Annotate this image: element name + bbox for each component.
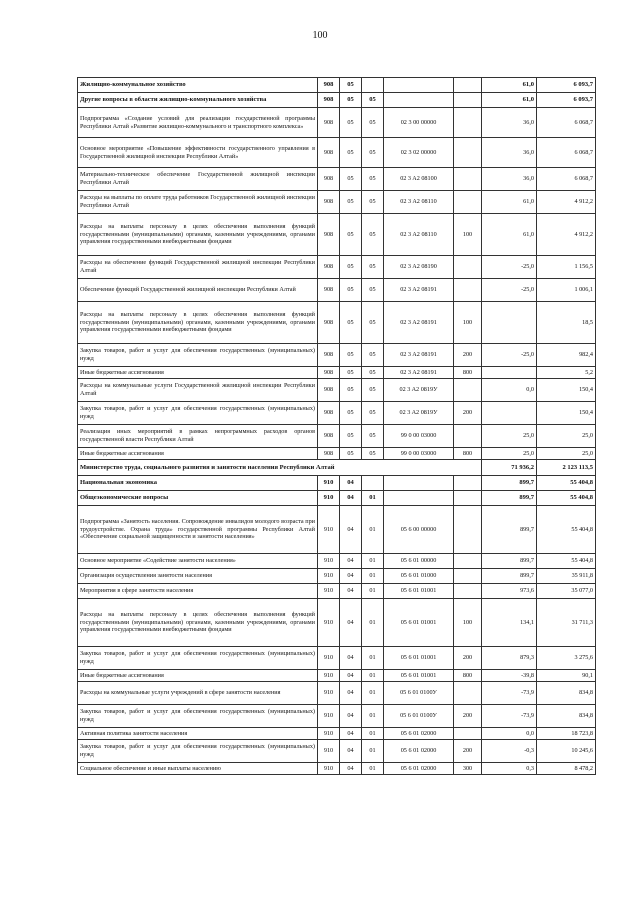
row-target-article: 02 3 A2 08110 <box>384 214 454 256</box>
row-ministry-code: 908 <box>318 138 340 168</box>
row-section: 04 <box>340 599 362 647</box>
row-total: 4 912,2 <box>537 214 596 256</box>
row-ministry-code: 910 <box>318 705 340 728</box>
row-change: -25,0 <box>482 344 537 367</box>
row-ministry-code: 908 <box>318 302 340 344</box>
table-row <box>78 763 596 775</box>
row-change: 61,0 <box>482 191 537 214</box>
row-ministry-code: 908 <box>318 168 340 191</box>
row-subsection <box>362 476 384 491</box>
row-target-article: 05 6 00 00000 <box>384 506 454 554</box>
row-target-article: 02 3 A2 08191 <box>384 279 454 302</box>
row-subsection: 01 <box>362 569 384 584</box>
row-expense-type: 200 <box>454 647 482 670</box>
table-row <box>78 93 596 108</box>
row-ministry-code: 910 <box>318 763 340 775</box>
table-row <box>78 740 596 763</box>
table-row <box>78 214 596 256</box>
row-target-article <box>384 491 454 506</box>
row-change: 973,6 <box>482 584 537 599</box>
row-expense-type: 200 <box>454 705 482 728</box>
row-section: 05 <box>340 191 362 214</box>
row-target-article: 02 3 A2 0819У <box>384 379 454 402</box>
row-section: 05 <box>340 168 362 191</box>
row-expense-type: 200 <box>454 344 482 367</box>
row-ministry-code: 910 <box>318 682 340 705</box>
row-name: Расходы на коммунальные услуги учреждений в сфере занятости населения <box>78 682 318 705</box>
table-row <box>78 78 596 93</box>
row-change <box>482 402 537 425</box>
row-section: 05 <box>340 214 362 256</box>
row-total: 1 006,1 <box>537 279 596 302</box>
row-expense-type: 800 <box>454 670 482 682</box>
row-total: 834,8 <box>537 705 596 728</box>
row-target-article: 02 3 A2 08191 <box>384 302 454 344</box>
row-subsection: 01 <box>362 763 384 775</box>
page-number: 100 <box>312 30 328 41</box>
table-row <box>78 460 596 476</box>
row-ministry-code: 908 <box>318 402 340 425</box>
row-ministry-code: 910 <box>318 670 340 682</box>
row-target-article: 05 6 01 02000 <box>384 728 454 740</box>
table-row <box>78 554 596 569</box>
row-name: Активная политика занятости населения <box>78 728 318 740</box>
row-target-article: 05 6 01 02000 <box>384 763 454 775</box>
row-ministry-code: 908 <box>318 191 340 214</box>
row-ministry-code: 908 <box>318 78 340 93</box>
row-expense-type <box>454 569 482 584</box>
row-name: Реализация иных мероприятий в рамках непрограммных расходов органов государственной власти Республики Алтай <box>78 425 318 448</box>
row-section: 05 <box>340 379 362 402</box>
row-expense-type: 300 <box>454 763 482 775</box>
row-total: 18,5 <box>537 302 596 344</box>
row-change: 899,7 <box>482 569 537 584</box>
row-total: 5,2 <box>537 367 596 379</box>
row-total: 1 156,5 <box>537 256 596 279</box>
row-ministry-code: 910 <box>318 506 340 554</box>
row-name: Жилищно-коммунальное хозяйство <box>78 78 318 93</box>
row-target-article <box>384 93 454 108</box>
row-change: 0,0 <box>482 379 537 402</box>
row-change: -73,9 <box>482 705 537 728</box>
row-section: 04 <box>340 763 362 775</box>
row-expense-type <box>454 93 482 108</box>
row-total: 35 077,0 <box>537 584 596 599</box>
row-ministry-code: 910 <box>318 647 340 670</box>
row-name: Расходы на коммунальные услуги Государственной жилищной инспекции Республики Алтай <box>78 379 318 402</box>
row-target-article: 02 3 A2 0819У <box>384 402 454 425</box>
row-section: 05 <box>340 78 362 93</box>
row-expense-type <box>454 279 482 302</box>
row-subsection: 01 <box>362 728 384 740</box>
row-section: 05 <box>340 402 362 425</box>
row-ministry-code: 908 <box>318 279 340 302</box>
row-name: Расходы на выплаты по оплате труда работников Государственной жилищной инспекции Республики Алтай <box>78 191 318 214</box>
table-row <box>78 168 596 191</box>
table-row <box>78 302 596 344</box>
row-ministry-code: 908 <box>318 379 340 402</box>
row-total: 55 404,8 <box>537 491 596 506</box>
row-total: 150,4 <box>537 379 596 402</box>
row-change: 879,3 <box>482 647 537 670</box>
row-expense-type <box>454 138 482 168</box>
row-ministry-code: 908 <box>318 108 340 138</box>
budget-table-body <box>78 78 596 775</box>
row-change: 36,0 <box>482 108 537 138</box>
row-total: 150,4 <box>537 402 596 425</box>
row-subsection: 01 <box>362 647 384 670</box>
row-target-article: 99 0 00 03000 <box>384 425 454 448</box>
row-subsection: 05 <box>362 108 384 138</box>
row-expense-type: 800 <box>454 448 482 460</box>
row-expense-type <box>454 379 482 402</box>
row-total: 6 093,7 <box>537 78 596 93</box>
row-change: 0,0 <box>482 728 537 740</box>
table-row <box>78 402 596 425</box>
row-change: -25,0 <box>482 279 537 302</box>
row-change: 61,0 <box>482 93 537 108</box>
row-subsection: 05 <box>362 344 384 367</box>
row-change: -73,9 <box>482 682 537 705</box>
row-total: 25,0 <box>537 448 596 460</box>
row-expense-type <box>454 506 482 554</box>
row-subsection: 05 <box>362 168 384 191</box>
table-row <box>78 599 596 647</box>
row-ministry-code: 910 <box>318 476 340 491</box>
row-section: 04 <box>340 569 362 584</box>
table-row <box>78 425 596 448</box>
row-target-article <box>384 476 454 491</box>
table-row <box>78 108 596 138</box>
row-target-article: 05 6 01 01001 <box>384 670 454 682</box>
table-row <box>78 569 596 584</box>
row-change: -39,8 <box>482 670 537 682</box>
table-row <box>78 344 596 367</box>
row-expense-type: 100 <box>454 599 482 647</box>
row-name: Закупка товаров, работ и услуг для обеспечения государственных (муниципальных) нужд <box>78 344 318 367</box>
row-name: Иные бюджетные ассигнования <box>78 448 318 460</box>
row-subsection: 05 <box>362 402 384 425</box>
row-expense-type <box>454 168 482 191</box>
row-total: 90,1 <box>537 670 596 682</box>
row-ministry-code: 910 <box>318 740 340 763</box>
row-name: Министерство труда, социального развития и занятости населения Республики Алтай <box>78 460 482 476</box>
row-target-article <box>384 78 454 93</box>
row-total: 6 068,7 <box>537 108 596 138</box>
row-section: 04 <box>340 476 362 491</box>
row-name: Другие вопросы в области жилищно-коммунального хозяйства <box>78 93 318 108</box>
row-change: 36,0 <box>482 168 537 191</box>
row-expense-type <box>454 728 482 740</box>
row-section: 04 <box>340 584 362 599</box>
row-target-article: 02 3 00 00000 <box>384 108 454 138</box>
row-name: Мероприятия в сфере занятости населения <box>78 584 318 599</box>
row-expense-type <box>454 682 482 705</box>
row-change <box>482 302 537 344</box>
table-row <box>78 138 596 168</box>
row-change: 899,7 <box>482 476 537 491</box>
row-section: 04 <box>340 682 362 705</box>
row-expense-type <box>454 78 482 93</box>
row-target-article: 05 6 01 01001 <box>384 584 454 599</box>
row-expense-type: 200 <box>454 402 482 425</box>
row-target-article: 02 3 A2 08110 <box>384 191 454 214</box>
table-row <box>78 379 596 402</box>
row-ministry-code: 908 <box>318 93 340 108</box>
row-total: 6 068,7 <box>537 138 596 168</box>
row-ministry-code: 908 <box>318 256 340 279</box>
row-section: 05 <box>340 448 362 460</box>
row-change: 899,7 <box>482 491 537 506</box>
row-ministry-code: 908 <box>318 214 340 256</box>
row-target-article: 99 0 00 03000 <box>384 448 454 460</box>
row-name: Расходы на обеспечение функций Государственной жилищной инспекции Республики Алтай <box>78 256 318 279</box>
row-name: Закупка товаров, работ и услуг для обеспечения государственных (муниципальных) нужд <box>78 740 318 763</box>
row-name: Подпрограмма «Занятость населения. Сопровождение инвалидов молодого возраста при трудоустройстве. Охрана труда» государственной программы Республики Алтай «Обеспечение социальной защищенности и занятости населения» <box>78 506 318 554</box>
row-name: Расходы на выплаты персоналу в целях обеспечения выполнения функций государственными (муниципальными) органами, казенными учреждениями, органами управления государственными внебюджетными фондами <box>78 214 318 256</box>
row-target-article: 05 6 01 01000 <box>384 569 454 584</box>
row-total: 6 093,7 <box>537 93 596 108</box>
row-subsection: 01 <box>362 682 384 705</box>
row-section: 04 <box>340 670 362 682</box>
row-expense-type: 800 <box>454 367 482 379</box>
row-total: 55 404,8 <box>537 554 596 569</box>
table-row <box>78 647 596 670</box>
row-subsection: 05 <box>362 448 384 460</box>
row-name: Социальное обеспечение и иные выплаты населению <box>78 763 318 775</box>
row-section: 04 <box>340 554 362 569</box>
row-expense-type: 100 <box>454 302 482 344</box>
table-row <box>78 670 596 682</box>
row-subsection: 01 <box>362 740 384 763</box>
row-subsection: 01 <box>362 506 384 554</box>
row-total: 6 068,7 <box>537 168 596 191</box>
row-subsection: 05 <box>362 191 384 214</box>
row-total: 35 911,8 <box>537 569 596 584</box>
row-expense-type <box>454 256 482 279</box>
row-target-article: 02 3 A2 08191 <box>384 367 454 379</box>
row-ministry-code: 908 <box>318 448 340 460</box>
row-section: 04 <box>340 506 362 554</box>
row-total: 25,0 <box>537 425 596 448</box>
row-expense-type <box>454 476 482 491</box>
row-section: 05 <box>340 93 362 108</box>
row-change: 71 936,2 <box>482 460 537 476</box>
table-row <box>78 506 596 554</box>
row-name: Расходы на выплаты персоналу в целях обеспечения выполнения функций государственными (муниципальными) органами, казенными учреждениями, органами управления государственными внебюджетными фондами <box>78 302 318 344</box>
row-name: Иные бюджетные ассигнования <box>78 367 318 379</box>
row-ministry-code: 910 <box>318 728 340 740</box>
row-section: 05 <box>340 344 362 367</box>
row-change: 134,1 <box>482 599 537 647</box>
row-target-article: 02 3 A2 08191 <box>384 344 454 367</box>
row-name: Основное мероприятие «Содействие занятости населения» <box>78 554 318 569</box>
row-section: 05 <box>340 425 362 448</box>
row-change: 61,0 <box>482 78 537 93</box>
row-name: Обеспечение функций Государственной жилищной инспекции Республики Алтай <box>78 279 318 302</box>
row-subsection: 01 <box>362 705 384 728</box>
row-section: 05 <box>340 367 362 379</box>
row-name: Закупка товаров, работ и услуг для обеспечения государственных (муниципальных) нужд <box>78 647 318 670</box>
row-subsection: 05 <box>362 425 384 448</box>
row-total: 834,8 <box>537 682 596 705</box>
row-change: 36,0 <box>482 138 537 168</box>
row-total: 3 275,6 <box>537 647 596 670</box>
row-ministry-code: 910 <box>318 569 340 584</box>
row-target-article: 05 6 01 02000 <box>384 740 454 763</box>
row-subsection: 01 <box>362 554 384 569</box>
row-subsection: 01 <box>362 584 384 599</box>
budget-table <box>77 77 596 775</box>
row-subsection: 01 <box>362 599 384 647</box>
row-section: 04 <box>340 740 362 763</box>
row-target-article: 05 6 01 01001 <box>384 599 454 647</box>
row-name: Национальная экономика <box>78 476 318 491</box>
row-total: 4 912,2 <box>537 191 596 214</box>
row-target-article: 02 3 02 00000 <box>384 138 454 168</box>
table-row <box>78 584 596 599</box>
row-name: Закупка товаров, работ и услуг для обеспечения государственных (муниципальных) нужд <box>78 705 318 728</box>
row-subsection <box>362 78 384 93</box>
row-subsection: 05 <box>362 302 384 344</box>
row-total: 10 245,6 <box>537 740 596 763</box>
row-change: 899,7 <box>482 554 537 569</box>
row-name: Подпрограмма «Создание условий для реализации государственной программы Республики Алтай «Развитие жилищно-коммунального и транспортного комплекса» <box>78 108 318 138</box>
table-row <box>78 191 596 214</box>
row-section: 05 <box>340 256 362 279</box>
row-expense-type: 200 <box>454 740 482 763</box>
row-change <box>482 367 537 379</box>
table-row <box>78 279 596 302</box>
row-name: Расходы на выплаты персоналу в целях обеспечения выполнения функций государственными (муниципальными) органами, казенными учреждениями, органами управления государственными внебюджетными фондами <box>78 599 318 647</box>
row-target-article: 05 6 01 01001 <box>384 647 454 670</box>
row-expense-type <box>454 554 482 569</box>
row-name: Организация осуществления занятости населения <box>78 569 318 584</box>
row-expense-type: 100 <box>454 214 482 256</box>
row-name: Закупка товаров, работ и услуг для обеспечения государственных (муниципальных) нужд <box>78 402 318 425</box>
row-name: Основное мероприятие «Повышение эффективности государственного управления в Государственной жилищной инспекции Республики Алтай» <box>78 138 318 168</box>
row-change: 899,7 <box>482 506 537 554</box>
row-subsection: 05 <box>362 138 384 168</box>
table-row <box>78 682 596 705</box>
table-row <box>78 705 596 728</box>
row-section: 05 <box>340 279 362 302</box>
row-expense-type <box>454 491 482 506</box>
row-total: 55 404,8 <box>537 476 596 491</box>
row-subsection: 05 <box>362 214 384 256</box>
row-name: Материально-техническое обеспечение Государственной жилищной инспекции Республики Алтай <box>78 168 318 191</box>
row-change: 25,0 <box>482 448 537 460</box>
row-expense-type <box>454 191 482 214</box>
row-name: Иные бюджетные ассигнования <box>78 670 318 682</box>
row-ministry-code: 910 <box>318 584 340 599</box>
row-target-article: 05 6 01 0100У <box>384 705 454 728</box>
row-ministry-code: 910 <box>318 554 340 569</box>
row-target-article: 05 6 01 0100У <box>384 682 454 705</box>
table-row <box>78 367 596 379</box>
row-ministry-code: 908 <box>318 367 340 379</box>
table-row <box>78 491 596 506</box>
row-ministry-code: 910 <box>318 491 340 506</box>
table-row <box>78 476 596 491</box>
row-change: -0,3 <box>482 740 537 763</box>
table-row <box>78 728 596 740</box>
row-section: 05 <box>340 108 362 138</box>
row-subsection: 05 <box>362 379 384 402</box>
row-ministry-code: 908 <box>318 344 340 367</box>
row-change: -25,0 <box>482 256 537 279</box>
row-total: 55 404,8 <box>537 506 596 554</box>
row-subsection: 05 <box>362 367 384 379</box>
row-ministry-code: 908 <box>318 425 340 448</box>
row-subsection: 01 <box>362 491 384 506</box>
row-total: 8 478,2 <box>537 763 596 775</box>
row-total: 2 123 113,5 <box>537 460 596 476</box>
row-name: Общеэкономические вопросы <box>78 491 318 506</box>
row-section: 04 <box>340 728 362 740</box>
row-change: 25,0 <box>482 425 537 448</box>
row-subsection: 05 <box>362 279 384 302</box>
row-total: 18 723,8 <box>537 728 596 740</box>
row-expense-type <box>454 584 482 599</box>
row-section: 05 <box>340 138 362 168</box>
row-subsection: 05 <box>362 256 384 279</box>
row-total: 31 711,3 <box>537 599 596 647</box>
row-target-article: 02 3 A2 08190 <box>384 256 454 279</box>
row-subsection: 05 <box>362 93 384 108</box>
table-row <box>78 448 596 460</box>
row-subsection: 01 <box>362 670 384 682</box>
row-ministry-code: 910 <box>318 599 340 647</box>
row-expense-type <box>454 425 482 448</box>
row-change: 0,3 <box>482 763 537 775</box>
row-section: 04 <box>340 647 362 670</box>
row-expense-type <box>454 108 482 138</box>
table-row <box>78 256 596 279</box>
row-section: 05 <box>340 302 362 344</box>
row-target-article: 05 6 01 00000 <box>384 554 454 569</box>
row-change: 61,0 <box>482 214 537 256</box>
row-target-article: 02 3 A2 08100 <box>384 168 454 191</box>
row-section: 04 <box>340 705 362 728</box>
row-total: 982,4 <box>537 344 596 367</box>
row-section: 04 <box>340 491 362 506</box>
